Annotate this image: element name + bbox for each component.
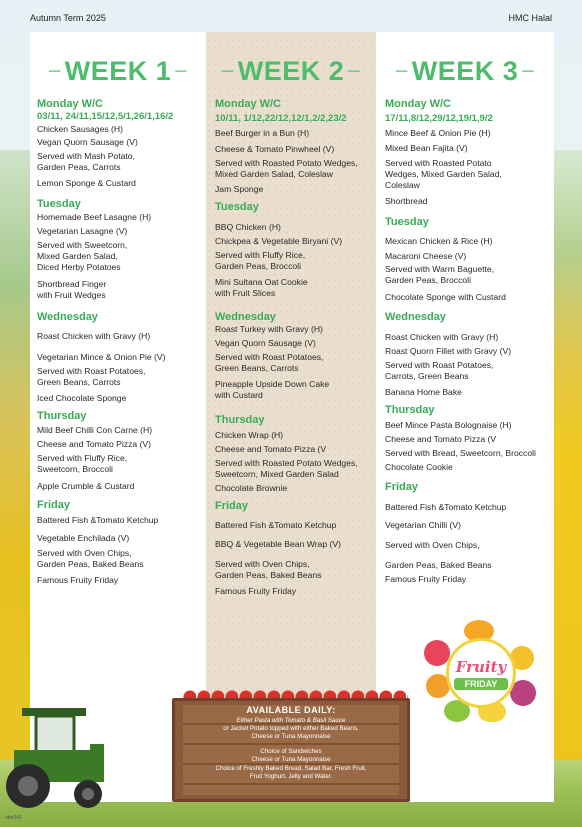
menu-item: Lemon Sponge & Custard (37, 178, 136, 188)
menu-item: BBQ & Vegetable Bean Wrap (V) (215, 539, 341, 549)
menu-item: Mexican Chicken & Rice (H) (385, 236, 493, 246)
menu-item: Battered Fish &Tomato Ketchup (37, 515, 159, 525)
daily-line: Fruit Yoghurt, Jelly and Water. (249, 773, 333, 780)
menu-item: Shortbread (385, 196, 428, 206)
menu-item: Mini Sultana Oat Cookie with Fruit Slices (215, 277, 308, 298)
week2-dates: 10/11, 1/12,22/12,12/1,2/2,23/2 (215, 113, 347, 124)
menu-item: Cheese & Tomato Pinwheel (V) (215, 144, 335, 154)
week1-day-monday: Monday W/C (37, 98, 103, 110)
strawberry-icon (424, 640, 450, 666)
menu-item: Homemade Beef Lasagne (H) (37, 212, 152, 222)
menu-item: Battered Fish &Tomato Ketchup (385, 502, 507, 512)
menu-item: Roast Turkey with Gravy (H) (215, 324, 323, 334)
menu-item: Served with Mash Potato, Garden Peas, Carrots (37, 151, 135, 172)
week3-dates: 17/11,8/12,29/12,19/1,9/2 (385, 113, 493, 124)
school-label: HMC Halal (508, 13, 552, 23)
week1-day-thursday: Thursday (37, 410, 87, 422)
week3-day-wednesday: Wednesday (385, 311, 446, 323)
daily-line: Choice of Sandwiches (260, 748, 322, 755)
menu-item: Mince Beef & Onion Pie (H) (385, 128, 491, 138)
menu-item: Served with Fluffy Rice, Sweetcorn, Broccoli (37, 453, 128, 474)
menu-item: Famous Fruity Friday (385, 574, 467, 584)
menu-item: Macaroni Cheese (V) (385, 251, 467, 261)
menu-item: Shortbread Finger with Fruit Wedges (37, 279, 107, 300)
week3-day-tuesday: Tuesday (385, 216, 429, 228)
badge-word-fruity: Fruity (455, 658, 507, 676)
menu-item: Vegetarian Chilli (V) (385, 520, 461, 530)
menu-item: Chocolate Sponge with Custard (385, 292, 506, 302)
menu-item: Mixed Bean Fajita (V) (385, 143, 468, 153)
menu-item: Mild Beef Chilli Con Carne (H) (37, 425, 153, 435)
week2-title: ─ WEEK 2 ─ (221, 56, 361, 86)
menu-item: Served with Fluffy Rice, Garden Peas, Broccoli (215, 250, 306, 271)
week2-day-tuesday: Tuesday (215, 201, 259, 213)
week1-dates: 03/11, 24/11,15/12,5/1,26/1,16/2 (37, 111, 174, 122)
menu-item: Vegan Quorn Sausage (V) (37, 137, 138, 147)
week2-day-wednesday: Wednesday (215, 311, 276, 323)
daily-line: or Jacket Potato topped with either Baked Beans, (223, 725, 359, 732)
menu-item: Apple Crumble & Custard (37, 481, 135, 491)
menu-item: Served with Sweetcorn, Mixed Garden Salad, Diced Herby Potatoes (37, 240, 128, 272)
week1-day-wednesday: Wednesday (37, 311, 98, 323)
week2-day-friday: Friday (215, 500, 249, 512)
menu-item: Famous Fruity Friday (215, 586, 297, 596)
menu-item: Vegetable Enchilada (V) (37, 533, 130, 543)
menu-item: Chicken Wrap (H) (215, 430, 284, 440)
document-code: atm546 (5, 815, 22, 821)
week1-day-friday: Friday (37, 499, 71, 511)
menu-item: Garden Peas, Baked Beans (385, 560, 492, 570)
menu-item: Served with Roast Potatoes, Green Beans, Carrots (215, 352, 324, 373)
menu-item: Cheese and Tomato Pizza (V (215, 444, 327, 454)
menu-item: Banana Home Bake (385, 387, 462, 397)
menu-item: Vegan Quorn Sausage (V) (215, 338, 316, 348)
week2-day-thursday: Thursday (215, 414, 265, 426)
menu-item: Jam Sponge (215, 184, 264, 194)
menu-item: Chickpea & Vegetable Biryani (V) (215, 236, 343, 246)
menu-item: Served with Bread, Sweetcorn, Broccoli (385, 448, 536, 458)
tractor-icon (0, 700, 110, 810)
daily-line: Either Pasta with Tomato & Basil Sauce (236, 717, 346, 724)
week1-title: ─ WEEK 1 ─ (48, 56, 188, 86)
week2-day-monday: Monday W/C (215, 98, 281, 110)
menu-item: Vegetarian Lasagne (V) (37, 226, 128, 236)
week3-day-monday: Monday W/C (385, 98, 451, 110)
week1-column (30, 32, 206, 802)
menu-item: Cheese and Tomato Pizza (V (385, 434, 497, 444)
menu-item: Served with Roast Potatoes, Green Beans, Carrots (37, 366, 146, 387)
menu-item: Beef Mince Pasta Bolognaise (H) (385, 420, 512, 430)
header-bar (0, 0, 582, 32)
menu-item: Chocolate Cookie (385, 462, 453, 472)
menu-item: Roast Chicken with Gravy (H) (37, 331, 151, 341)
week3-title: ─ WEEK 3 ─ (395, 56, 535, 86)
menu-item: Chocolate Brownie (215, 483, 288, 493)
menu-item: Chicken Sausages (H) (37, 124, 123, 134)
week2-column (206, 32, 376, 802)
week1-day-tuesday: Tuesday (37, 198, 81, 210)
menu-item: Roast Quorn Fillet with Gravy (V) (385, 346, 512, 356)
menu-item: Roast Chicken with Gravy (H) (385, 332, 499, 342)
menu-item: Served with Oven Chips, (385, 540, 480, 550)
menu-item: Iced Chocolate Sponge (37, 393, 127, 403)
menu-item: Served with Oven Chips, Garden Peas, Baked Beans (37, 548, 144, 569)
menu-item: Cheese and Tomato Pizza (V) (37, 439, 152, 449)
menu-item: Served with Roast Potatoes, Carrots, Green Beans (385, 360, 494, 381)
menu-item: Served with Roasted Potato Wedges, Mixed Garden Salad, Coleslaw (385, 158, 502, 190)
menu-item: Pineapple Upside Down Cake with Custard (215, 379, 330, 400)
daily-line: Cheese or Tuna Mayonnaise (251, 756, 331, 763)
right-field-decoration (554, 150, 582, 827)
menu-item: Served with Roasted Potato Wedges, Mixed Garden Salad, Coleslaw (215, 158, 358, 179)
week3-day-friday: Friday (385, 481, 419, 493)
available-daily-title: AVAILABLE DAILY: (246, 705, 336, 715)
menu-item: Served with Roasted Potato Wedges, Sweetcorn, Mixed Garden Salad (215, 458, 358, 479)
menu-item: Served with Warm Baguette, Garden Peas, Broccoli (385, 264, 495, 285)
menu-item: Famous Fruity Friday (37, 575, 119, 585)
menu-item: Beef Burger in a Bun (H) (215, 128, 310, 138)
daily-line: Cheese or Tuna Mayonnaise (251, 733, 331, 740)
daily-line: Choice of Freshly Baked Bread, Salad Bar, Fresh Fruit, (215, 765, 367, 772)
badge-word-friday: FRIDAY (454, 678, 508, 690)
term-label: Autumn Term 2025 (30, 13, 106, 23)
menu-item: Battered Fish &Tomato Ketchup (215, 520, 337, 530)
menu-item: Served with Oven Chips, Garden Peas, Baked Beans (215, 559, 322, 580)
week3-day-thursday: Thursday (385, 404, 435, 416)
menu-item: BBQ Chicken (H) (215, 222, 281, 232)
menu-item: Vegetarian Mince & Onion Pie (V) (37, 352, 166, 362)
